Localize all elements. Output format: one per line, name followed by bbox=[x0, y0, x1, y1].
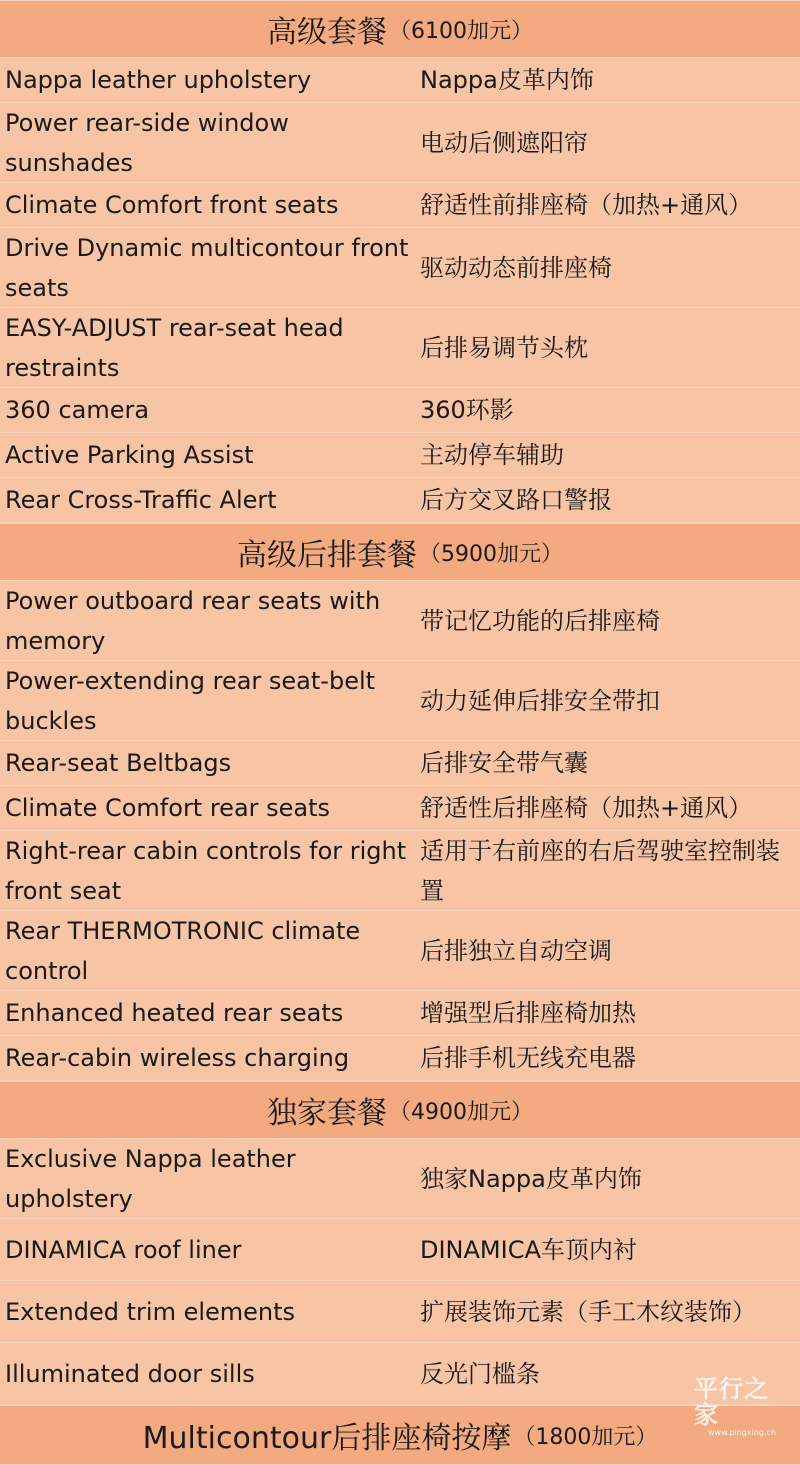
feature-en: Climate Comfort rear seats bbox=[5, 794, 331, 822]
table-row bbox=[0, 911, 800, 991]
feature-en: Rear Cross-Traffic Alert bbox=[5, 486, 277, 514]
section-header-premium bbox=[0, 0, 800, 58]
feature-zh: 动力延伸后排安全带扣 bbox=[420, 686, 660, 715]
section-title: 独家套餐 bbox=[267, 1096, 387, 1131]
feature-zh: 后排独立自动空调 bbox=[420, 936, 612, 965]
table-row bbox=[0, 741, 800, 786]
section-title: 高级套餐 bbox=[267, 15, 387, 50]
feature-zh: 反光门槛条 bbox=[420, 1359, 540, 1388]
feature-zh: 后方交叉路口警报 bbox=[420, 486, 612, 514]
table-row bbox=[0, 1219, 800, 1281]
section-price: （1800加元） bbox=[513, 1424, 658, 1450]
feature-zh: 舒适性前排座椅（加热+通风） bbox=[420, 191, 753, 219]
table-row bbox=[0, 228, 800, 308]
watermark-logo bbox=[694, 1375, 790, 1437]
feature-en: Nappa leather upholstery bbox=[5, 66, 312, 94]
feature-en: Exclusive Nappa leather upholstery bbox=[5, 1144, 296, 1213]
feature-en: Enhanced heated rear seats bbox=[5, 999, 344, 1027]
table-row bbox=[0, 661, 800, 741]
feature-zh: 后排安全带气囊 bbox=[420, 749, 588, 777]
watermark-text: 平行之家 bbox=[694, 1375, 769, 1429]
feature-en: EASY-ADJUST rear-seat head restraints bbox=[5, 313, 344, 382]
section-title: 高级后排套餐 bbox=[237, 538, 417, 573]
section-price: （4900加元） bbox=[389, 1099, 533, 1125]
feature-zh: 适用于右前座的右后驾驶室控制装置 bbox=[420, 836, 780, 905]
feature-zh: 后排手机无线充电器 bbox=[420, 1044, 636, 1072]
feature-zh: 驱动动态前排座椅 bbox=[420, 253, 612, 282]
table-row bbox=[0, 786, 800, 831]
feature-zh: 舒适性后排座椅（加热+通风） bbox=[420, 794, 753, 822]
feature-en: 360 camera bbox=[5, 396, 150, 424]
feature-en: Illuminated door sills bbox=[5, 1359, 255, 1388]
table-row bbox=[0, 991, 800, 1036]
table-row bbox=[0, 1343, 800, 1405]
feature-en: Rear-cabin wireless charging bbox=[5, 1044, 350, 1072]
feature-en: Extended trim elements bbox=[5, 1297, 296, 1326]
section-header-premium-rear bbox=[0, 523, 800, 581]
table-row bbox=[0, 1036, 800, 1081]
table-row bbox=[0, 388, 800, 433]
table-row bbox=[0, 58, 800, 103]
section-header-exclusive bbox=[0, 1081, 800, 1139]
table-row bbox=[0, 478, 800, 523]
feature-zh: 后排易调节头枕 bbox=[420, 333, 588, 362]
feature-zh: 电动后侧遮阳帘 bbox=[420, 128, 588, 157]
feature-en: Power outboard rear seats with memory bbox=[5, 586, 381, 655]
feature-zh: 增强型后排座椅加热 bbox=[420, 999, 636, 1027]
table-row bbox=[0, 581, 800, 661]
table-row bbox=[0, 103, 800, 183]
section-title: Multicontour后排座椅按摩 bbox=[142, 1421, 512, 1456]
table-row bbox=[0, 1281, 800, 1343]
feature-zh: 主动停车辅助 bbox=[420, 441, 564, 469]
feature-en: Power-extending rear seat-belt buckles bbox=[5, 666, 376, 735]
feature-zh: 扩展装饰元素（手工木纹装饰） bbox=[420, 1297, 756, 1326]
table-row bbox=[0, 1139, 800, 1219]
watermark-url: www.pingxing.cn bbox=[707, 1428, 776, 1437]
section-price: （5900加元） bbox=[419, 541, 563, 567]
feature-en: Climate Comfort front seats bbox=[5, 191, 339, 219]
feature-en: Active Parking Assist bbox=[5, 441, 254, 469]
table-row bbox=[0, 308, 800, 388]
feature-en: Rear-seat Beltbags bbox=[5, 749, 232, 777]
feature-en: Drive Dynamic multicontour front seats bbox=[5, 233, 409, 302]
feature-en: DINAMICA roof liner bbox=[5, 1235, 242, 1264]
feature-zh: 360环影 bbox=[420, 396, 514, 424]
table-row bbox=[0, 183, 800, 228]
feature-zh: 带记忆功能的后排座椅 bbox=[420, 606, 660, 635]
feature-en: Rear THERMOTRONIC climate control bbox=[5, 916, 361, 985]
table-row bbox=[0, 831, 800, 911]
table-row bbox=[0, 433, 800, 478]
feature-zh: Nappa皮革内饰 bbox=[420, 66, 594, 94]
feature-en: Power rear-side window sunshades bbox=[5, 108, 289, 177]
section-price: （6100加元） bbox=[389, 18, 533, 44]
feature-zh: DINAMICA车顶内衬 bbox=[420, 1235, 637, 1264]
section-header-massage bbox=[0, 1405, 800, 1465]
feature-en: Right-rear cabin controls for right front seat bbox=[5, 836, 407, 905]
feature-zh: 独家Nappa皮革内饰 bbox=[420, 1164, 642, 1193]
